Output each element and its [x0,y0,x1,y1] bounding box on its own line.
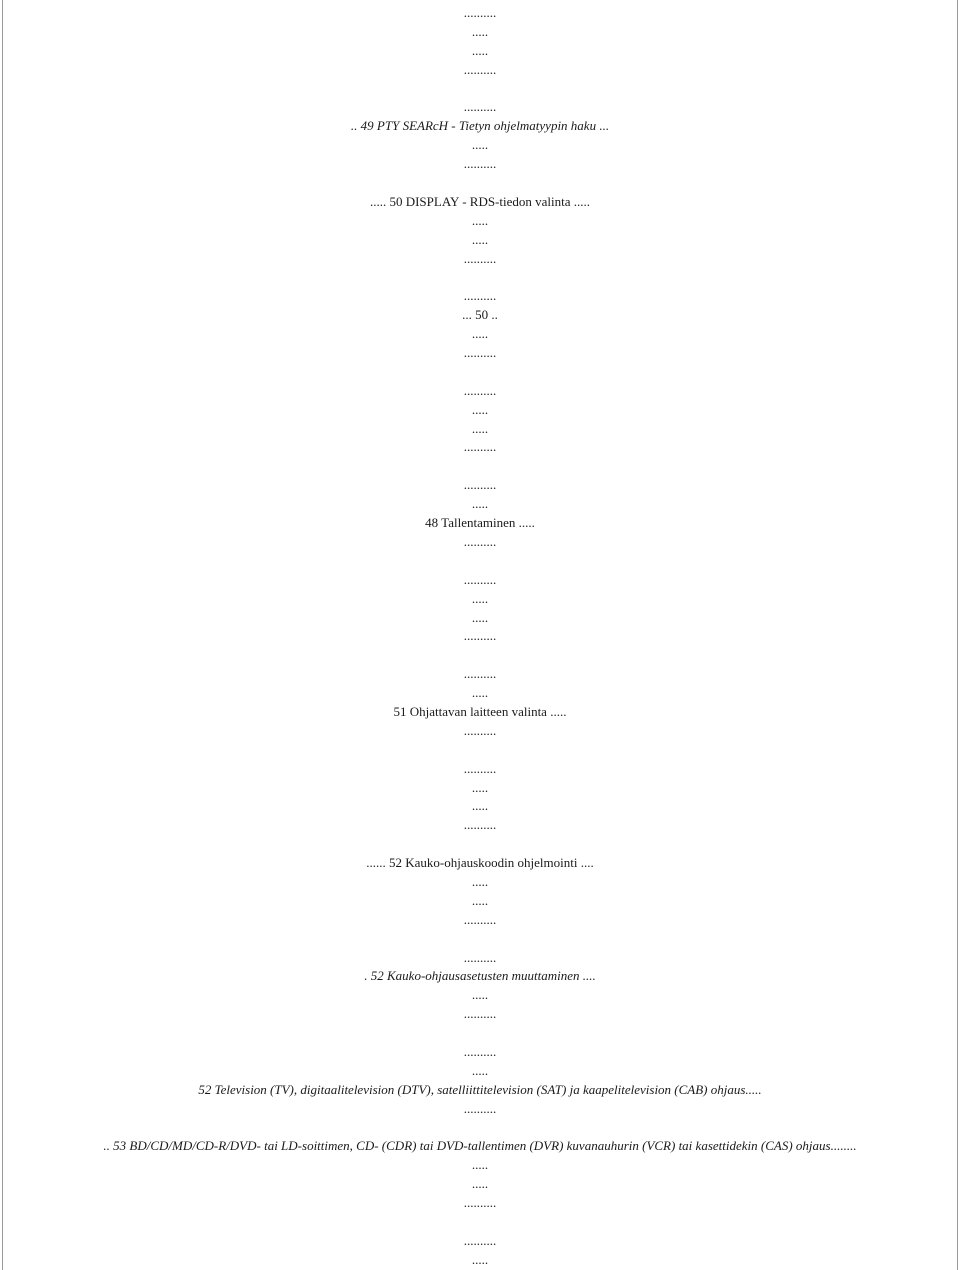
dot-leader-line [0,930,960,949]
toc-entry: 51 Ohjattavan laitteen valinta ..... [393,703,567,719]
dot-leader-line [0,741,960,760]
dot-leader-line: ..... [471,231,489,247]
dot-leader-line: .......... [463,949,497,965]
toc-entry: .. 53 BD/CD/MD/CD-R/DVD- tai LD-soittimen, CD- (CDR) tai DVD-tallentimen (DVR) kuvanauhurin (VCR) tai kasettidekin (CAS) ohjaus........ [103,1138,857,1154]
dot-leader-line: .......... [463,1195,497,1211]
dot-leader-line: ..... [471,42,489,58]
dot-leader-line [0,646,960,665]
dot-leader-line: ..... [471,1062,489,1078]
dot-leader-line: ..... [471,1251,489,1267]
dot-leader-line: ..... [471,496,489,512]
dot-leader-line: ..... [471,873,489,889]
dot-leader-line: .......... [463,911,497,927]
dot-leader-line: .......... [463,288,497,304]
dot-leader-line: ..... [471,401,489,417]
toc-entry: .. 49 PTY SEARcH - Tietyn ohjelmatyypin haku ... [350,118,610,134]
dot-leader-line: .......... [463,628,497,644]
toc-entry: . 52 Kauko-ohjausasetusten muuttaminen .... [364,968,596,984]
dot-leader-line: .......... [463,382,497,398]
dot-leader-line: ..... [471,1157,489,1173]
dot-leader-line: .......... [463,571,497,587]
table-of-contents [0,4,960,1270]
dot-leader-line: .......... [463,817,497,833]
dot-leader-line: .......... [463,345,497,361]
dot-leader-line: ..... [471,23,489,39]
dot-leader-line: ..... [471,798,489,814]
dot-leader-line: ..... [471,212,489,228]
dot-leader-line: ..... [471,685,489,701]
dot-leader-line: .......... [463,1043,497,1059]
dot-leader-line [0,268,960,287]
dot-leader-line [0,363,960,382]
dot-leader-line: .......... [463,61,497,77]
dot-leader-line: .......... [463,533,497,549]
dot-leader-line: ..... [471,892,489,908]
dot-leader-line: ..... [471,1176,489,1192]
dot-leader-line: .......... [463,439,497,455]
dot-leader-line: ..... [471,779,489,795]
dot-leader-line: ..... [471,137,489,153]
dot-leader-line [0,1024,960,1043]
dot-leader-line [0,174,960,193]
dot-leader-line: ..... [471,609,489,625]
dot-leader-line [0,457,960,476]
dot-leader-line [0,80,960,99]
dot-leader-line: ..... [471,420,489,436]
toc-entry: 52 Television (TV), digitaalitelevision (DTV), satelliittitelevision (SAT) ja kaapelitelevision (CAB) ohjaus..... [198,1081,762,1097]
dot-leader-line: .......... [463,5,497,20]
dot-leader-line: .......... [463,666,497,682]
dot-leader-line: .......... [463,477,497,493]
dot-leader-line: ..... [471,590,489,606]
toc-entry: 48 Tallentaminen ..... [425,515,535,531]
dot-leader-line: .......... [463,99,497,115]
dot-leader-line: .......... [463,1232,497,1248]
dot-leader-line: ..... [471,326,489,342]
dot-leader-line: .......... [463,1006,497,1022]
dot-leader-line [0,835,960,854]
dot-leader-line [0,552,960,571]
toc-entry: ..... 50 DISPLAY - RDS-tiedon valinta ..... [369,193,591,209]
dot-leader-line: .......... [463,722,497,738]
dot-leader-line: .......... [463,760,497,776]
dot-leader-line [0,1213,960,1232]
dot-leader-line [0,1119,960,1138]
toc-entry: ... 50 .. [462,307,498,323]
dot-leader-line: .......... [463,156,497,172]
dot-leader-line: .......... [463,250,497,266]
dot-leader-line: ..... [471,987,489,1003]
dot-leader-line: .......... [463,1100,497,1116]
toc-entry: ...... 52 Kauko-ohjauskoodin ohjelmointi .... [366,855,594,871]
